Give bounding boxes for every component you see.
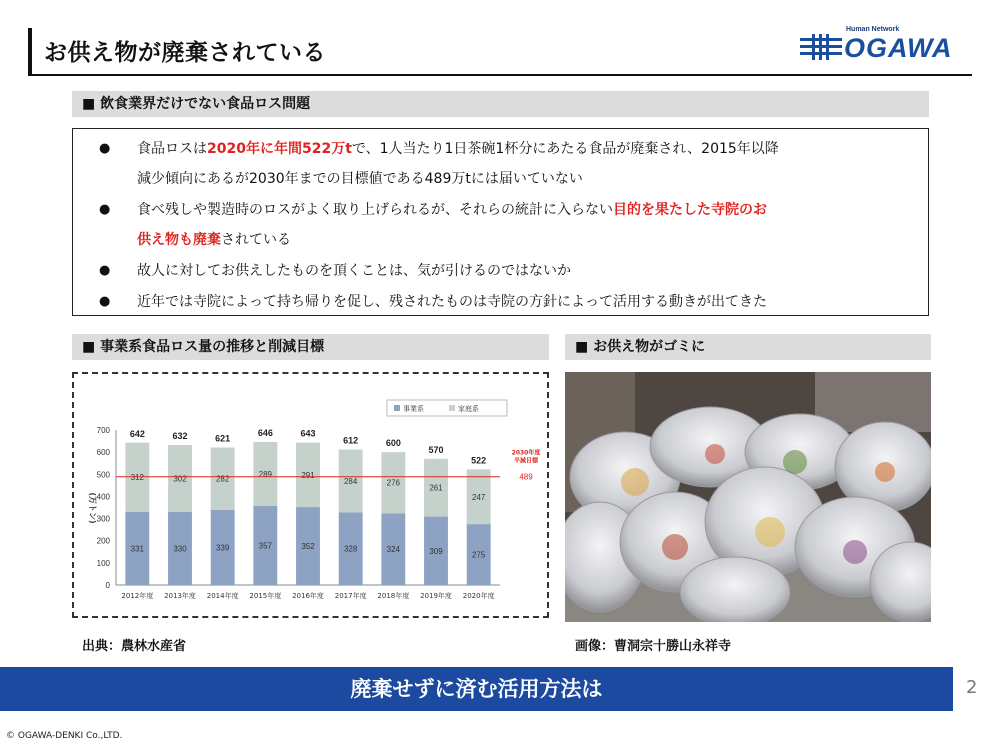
data-label-jigyo: 331 <box>130 544 145 554</box>
legend-label-katei: 家庭系 <box>458 405 479 413</box>
data-label-total: 646 <box>257 427 273 438</box>
x-tick-label: 2019年度 <box>420 592 452 600</box>
page-number: 2 <box>966 677 978 698</box>
data-label-total: 632 <box>172 431 188 442</box>
data-label-katei: 247 <box>471 492 486 502</box>
garbage-bags-image <box>565 372 931 622</box>
bullet-marker: ● <box>99 202 111 217</box>
emphasis-text: 2020年に年間522万t <box>207 141 352 157</box>
data-label-katei: 291 <box>301 470 315 480</box>
title-divider <box>28 74 972 76</box>
bullet-text <box>137 256 907 286</box>
x-tick-label: 2018年度 <box>377 592 410 600</box>
data-label-katei: 289 <box>258 469 273 479</box>
legend-swatch-jigyo <box>394 405 400 411</box>
data-label-total: 522 <box>471 455 487 466</box>
data-label-katei: 312 <box>130 473 145 483</box>
data-label-katei: 276 <box>386 478 401 488</box>
data-label-jigyo: 328 <box>343 544 358 554</box>
legend-swatch-katei <box>449 405 455 411</box>
section-heading-chart: ■ 事業系食品ロス量の推移と削減目標 <box>72 334 549 360</box>
data-label-katei: 261 <box>429 483 443 493</box>
legend-label-jigyo: 事業系 <box>403 405 424 413</box>
data-label-total: 612 <box>343 435 359 446</box>
logo-mark-icon <box>800 34 842 60</box>
y-tick-label: 300 <box>96 514 110 524</box>
data-label-total: 621 <box>215 433 231 444</box>
data-label-jigyo: 324 <box>386 545 401 555</box>
body-text: 故人に対してお供えしたものを頂くことは、気が引けるのではないか <box>137 263 571 279</box>
bullet-text <box>137 287 907 317</box>
data-label-total: 600 <box>385 438 401 449</box>
chart-container <box>72 372 549 618</box>
body-text: 食品ロスは <box>137 141 207 157</box>
bullet-marker: ● <box>99 141 111 156</box>
copyright: © OGAWA-DENKI Co.,LTD. <box>6 731 123 741</box>
x-tick-label: 2017年度 <box>334 592 367 600</box>
bullet-line <box>137 225 907 255</box>
bullet-line <box>137 256 907 286</box>
data-label-katei: 282 <box>215 474 230 484</box>
section-heading-food-loss: ■ 飲食業界だけでない食品ロス問題 <box>72 91 929 117</box>
data-label-jigyo: 275 <box>471 550 486 560</box>
x-tick-label: 2014年度 <box>206 592 239 600</box>
body-text: で、1人当たり1日茶碗1杯分にあたる食品が廃棄され、2015年以降 <box>351 141 779 157</box>
target-value-label: 489 <box>519 472 533 482</box>
title-accent-bar <box>28 28 32 74</box>
x-tick-label: 2012年度 <box>121 592 154 600</box>
photo-credit: 画像：曹洞宗十勝山永祥寺 <box>575 639 732 654</box>
offerings-garbage-photo <box>565 372 931 622</box>
logo-tagline: Human Network <box>846 26 900 33</box>
data-label-jigyo: 339 <box>215 543 230 553</box>
body-text: されている <box>221 232 291 248</box>
bullet-text <box>137 195 907 255</box>
bullet-list-box <box>72 128 929 316</box>
data-label-total: 642 <box>129 428 145 439</box>
x-tick-label: 2015年度 <box>249 592 282 600</box>
emphasis-text: 供え物も廃棄 <box>137 232 221 248</box>
data-label-jigyo: 330 <box>173 544 187 554</box>
bullet-line <box>137 164 907 194</box>
data-label-katei: 302 <box>173 474 187 484</box>
y-tick-label: 100 <box>96 558 110 568</box>
food-loss-chart <box>74 374 547 616</box>
bullet-line <box>137 287 907 317</box>
data-label-jigyo: 357 <box>258 541 273 551</box>
data-label-total: 570 <box>428 444 444 455</box>
body-text: 食べ残しや製造時のロスがよく取り上げられるが、それらの統計に入らない <box>137 202 613 218</box>
bullet-line <box>137 134 907 164</box>
bullet-marker: ● <box>99 293 111 309</box>
body-text: 減少傾向にあるが2030年までの目標値である489万tには届いていない <box>137 171 583 187</box>
y-axis-label: (万トン) <box>88 492 97 524</box>
chart-source: 出典：農林水産省 <box>82 639 187 654</box>
data-label-jigyo: 309 <box>429 546 443 556</box>
target-label-line2: 半減目標 <box>513 457 539 465</box>
data-label-jigyo: 352 <box>301 542 315 552</box>
x-tick-label: 2013年度 <box>164 592 196 600</box>
data-label-total: 643 <box>300 428 316 439</box>
x-tick-label: 2016年度 <box>292 592 324 600</box>
y-tick-label: 600 <box>96 448 110 458</box>
bottom-banner: 廃棄せずに済む活用方法は <box>0 667 953 711</box>
section-heading-photo: ■ お供え物がゴミに <box>565 334 931 360</box>
page-title: お供え物が廃棄されている <box>44 40 326 66</box>
target-label-line1: 2030年度 <box>511 449 541 457</box>
data-label-katei: 284 <box>343 476 358 486</box>
y-tick-label: 400 <box>96 492 110 502</box>
company-logo <box>800 24 972 68</box>
bullet-line <box>137 195 907 225</box>
bullet-marker: ● <box>99 263 111 278</box>
y-tick-label: 200 <box>96 536 110 546</box>
logo-wordmark: OGAWA <box>844 33 953 63</box>
bullet-text <box>137 134 907 194</box>
y-tick-label: 700 <box>96 426 110 435</box>
emphasis-text: 目的を果たした寺院のお <box>613 202 767 218</box>
y-tick-label: 0 <box>105 581 110 590</box>
body-text: 近年では寺院によって持ち帰りを促し、残されたものは寺院の方針によって活用する動きが出てきた <box>137 293 767 310</box>
x-tick-label: 2020年度 <box>462 592 495 600</box>
y-tick-label: 500 <box>96 470 110 480</box>
